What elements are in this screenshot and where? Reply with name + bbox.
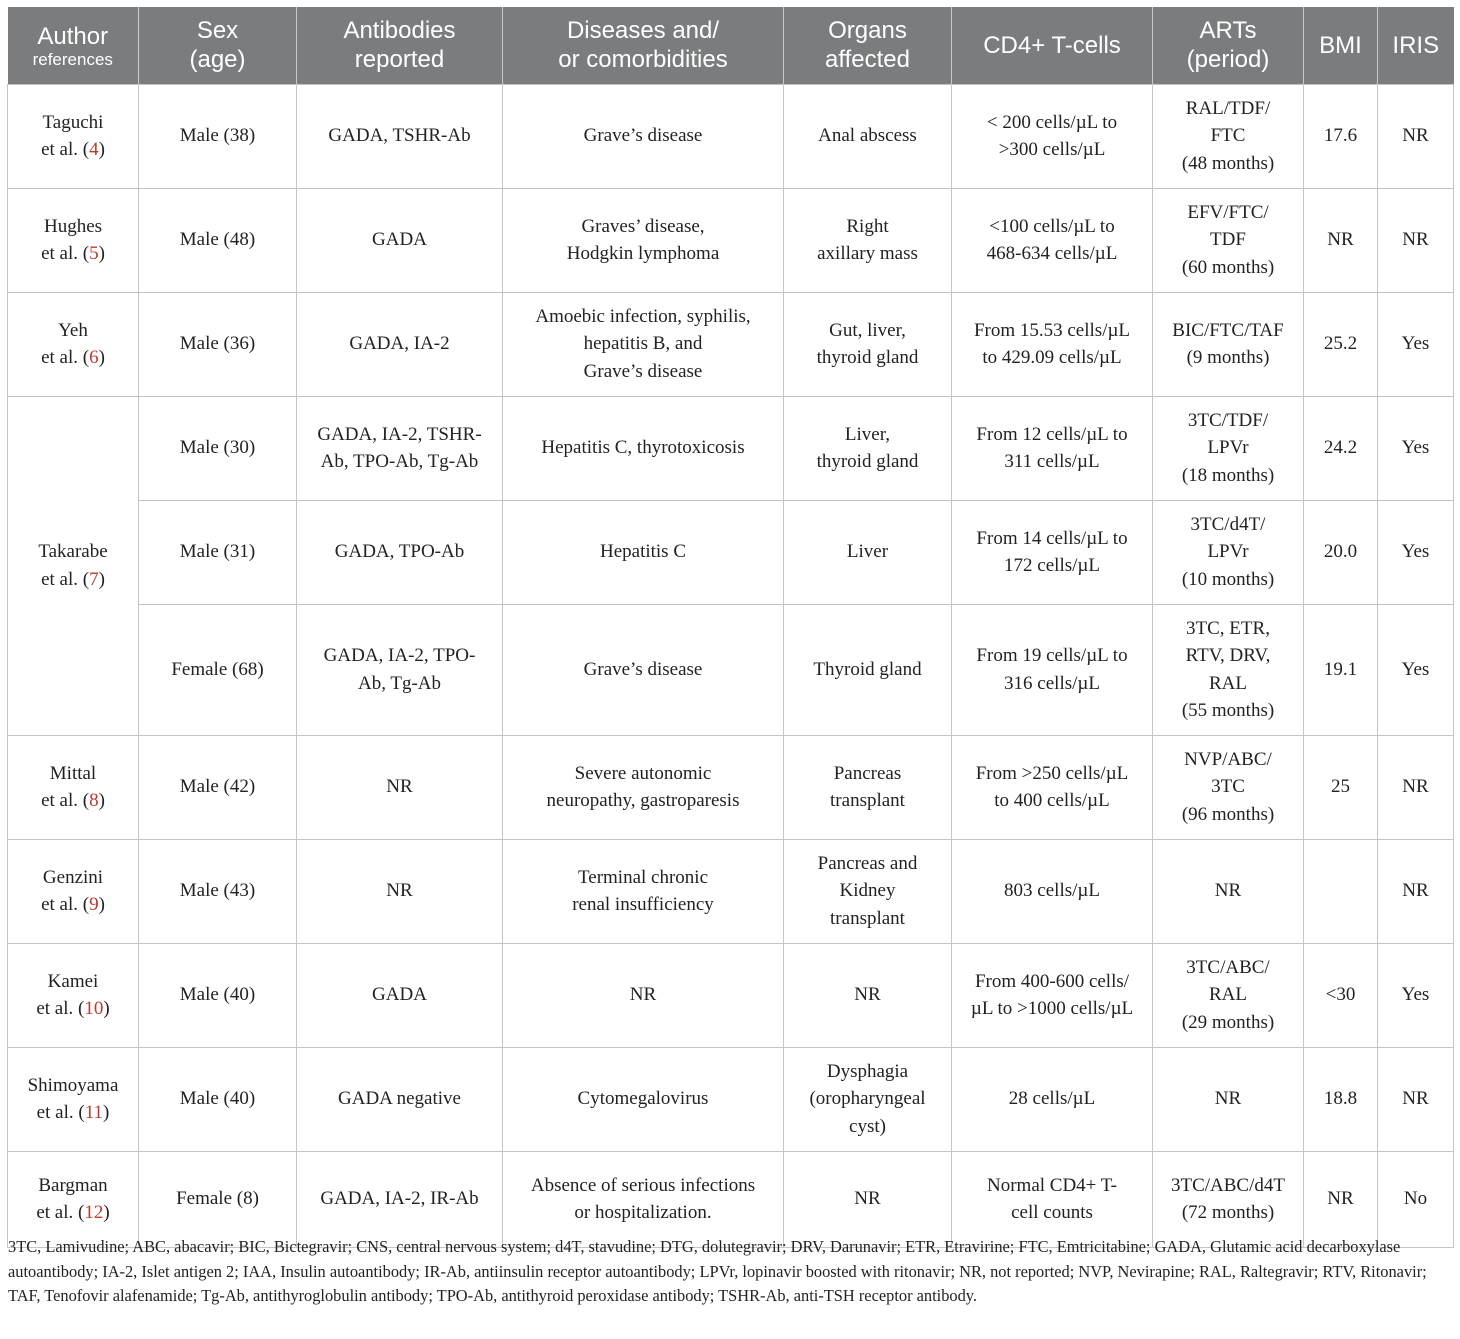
cell-text: Grave’s disease — [583, 360, 703, 382]
cell-text: transplant — [830, 907, 905, 929]
cell-text: From 15.53 cells/µL — [973, 319, 1131, 341]
cell-text: 803 cells/µL — [1004, 880, 1100, 902]
iris-cell: Yes — [1378, 943, 1454, 1047]
cell-text: thyroid gland — [816, 347, 919, 368]
cell-text: to 400 cells/µL — [994, 790, 1110, 811]
cell-text: Male (42) — [179, 776, 256, 798]
cell-text: Male (48) — [179, 229, 256, 251]
author-cell — [8, 188, 139, 292]
author-cell — [8, 1047, 139, 1151]
cd4-cell — [952, 943, 1153, 1047]
antibodies-cell — [297, 1151, 503, 1247]
cell-text: NR — [629, 984, 657, 1006]
author-citation — [14, 136, 132, 164]
column-header-label: IRIS — [1392, 31, 1440, 59]
arts-cell — [1153, 943, 1304, 1047]
cell-text: Hepatitis C, thyrotoxicosis — [541, 437, 745, 459]
column-header-sublabel: references — [32, 49, 113, 69]
antibodies-cell — [297, 292, 503, 396]
cell-text: Right — [846, 215, 889, 237]
column-header-cd4 — [952, 7, 1153, 84]
author-cell — [8, 396, 139, 735]
cell-text: Male (36) — [179, 333, 256, 355]
arts-cell — [1153, 1047, 1304, 1151]
reference-link[interactable]: 4 — [89, 139, 99, 160]
sex-age-cell — [139, 188, 297, 292]
iris-cell: NR — [1378, 84, 1454, 188]
author-cell — [8, 839, 139, 943]
bmi-cell: 18.8 — [1304, 1047, 1378, 1151]
cell-text: 28 cells/µL — [1008, 1088, 1096, 1110]
reference-link[interactable]: 10 — [84, 998, 104, 1019]
closing-paren: ) — [98, 139, 105, 160]
reference-link[interactable]: 8 — [89, 790, 99, 811]
cell-text: Pancreas and — [817, 852, 918, 874]
column-header-antibodies — [297, 7, 503, 84]
cell-text: LPVr — [1207, 437, 1249, 459]
closing-paren: ) — [103, 998, 110, 1019]
cell-text: to 429.09 cells/µL — [982, 347, 1122, 368]
bmi-cell: 24.2 — [1304, 396, 1378, 500]
cell-text: GADA, TSHR-Ab — [328, 125, 471, 147]
diseases-cell — [503, 500, 784, 604]
diseases-cell — [503, 735, 784, 839]
cell-text: 468-634 cells/µL — [986, 243, 1118, 264]
sex-age-cell — [139, 292, 297, 396]
cd4-cell — [952, 188, 1153, 292]
sex-age-cell — [139, 1151, 297, 1247]
antibodies-cell — [297, 943, 503, 1047]
author-name: Genzini — [42, 866, 104, 888]
et-al-text: et al. ( — [41, 243, 90, 264]
antibodies-cell — [297, 188, 503, 292]
organs-cell — [784, 604, 952, 735]
sex-age-cell — [139, 84, 297, 188]
cell-text: FTC — [1210, 125, 1246, 147]
antibodies-cell — [297, 735, 503, 839]
column-header-label: CD4+ T-cells — [983, 31, 1121, 59]
table-footnote: 3TC, Lamivudine; ABC, abacavir; BIC, Bictegravir; CNS, central nervous system; d4T, stavudine; DTG, dolutegravir; DRV, Darunavir; ETR, Etravirine; FTC, Emtricitabine; GADA, Glutamic acid decarboxylase autoantibody; IA-2, Islet antigen 2; IAA, Insulin autoantibody; IR-Ab, antiinsulin receptor autoantibody; LPVr, lopinavir boosted with ritonavir; NR, not reported; NVP, Nevirapine; RAL, Raltegravir; RTV, Ritonavir; TAF, Tenofovir alafenamide; Tg-Ab, antithyroglobulin antibody; TPO-Ab, antithyroid peroxidase antibody; TSHR-Ab, anti-TSH receptor antibody. — [8, 1237, 1427, 1305]
diseases-cell — [503, 1047, 784, 1151]
et-al-text: et al. ( — [41, 790, 90, 811]
cell-text: From 12 cells/µL to — [976, 423, 1128, 445]
column-header-label: (period) — [1186, 46, 1270, 74]
author-name: Taguchi — [42, 111, 104, 133]
cd4-cell — [952, 396, 1153, 500]
sex-age-cell — [139, 943, 297, 1047]
cell-text: cyst) — [849, 1115, 886, 1137]
closing-paren: ) — [98, 894, 105, 915]
cell-text: 172 cells/µL — [1004, 555, 1100, 576]
antibodies-cell — [297, 839, 503, 943]
author-citation — [14, 891, 132, 919]
table-row — [8, 943, 1454, 1047]
cell-text: BIC/FTC/TAF — [1172, 319, 1284, 341]
column-header-author — [8, 7, 139, 84]
cell-text: LPVr — [1207, 541, 1249, 563]
organs-cell — [784, 396, 952, 500]
antibodies-cell — [297, 500, 503, 604]
antibodies-cell — [297, 84, 503, 188]
cd4-cell — [952, 1151, 1153, 1247]
header-row — [8, 7, 1454, 84]
bmi-cell: 25 — [1304, 735, 1378, 839]
author-citation — [14, 787, 132, 815]
author-name: Yeh — [58, 319, 88, 341]
cell-text: GADA, IA-2 — [349, 333, 450, 355]
table-row — [8, 500, 1454, 604]
cell-text: (10 months) — [1181, 568, 1275, 590]
iris-cell: NR — [1378, 1047, 1454, 1151]
cell-text: GADA — [372, 229, 427, 251]
cell-text: EFV/FTC/ — [1187, 201, 1269, 223]
cd4-cell — [952, 1047, 1153, 1151]
table-row — [8, 1047, 1454, 1151]
cell-text: Kidney — [839, 880, 896, 902]
reference-link[interactable]: 9 — [89, 894, 99, 915]
author-name: Takarabe — [38, 541, 108, 562]
cell-text: Liver — [846, 541, 889, 563]
cell-text: Anal abscess — [818, 125, 917, 147]
cell-text: TDF — [1210, 229, 1246, 251]
reference-link[interactable]: 6 — [89, 347, 99, 368]
cell-text: Thyroid gland — [813, 658, 922, 680]
cell-text: Hepatitis C — [599, 541, 687, 563]
cell-text: Male (43) — [179, 880, 256, 902]
antibodies-cell — [297, 604, 503, 735]
cell-text: Cytomegalovirus — [577, 1088, 709, 1110]
cd4-cell — [952, 735, 1153, 839]
et-al-text: et al. ( — [41, 568, 90, 590]
author-cell — [8, 1151, 139, 1247]
organs-cell — [784, 84, 952, 188]
reference-link[interactable]: 5 — [89, 243, 99, 264]
arts-cell — [1153, 1151, 1304, 1247]
sex-age-cell — [139, 839, 297, 943]
arts-cell — [1153, 396, 1304, 500]
cell-text: Dysphagia — [826, 1060, 909, 1082]
cd4-cell — [952, 500, 1153, 604]
cell-text: 3TC/ABC/d4T — [1170, 1174, 1285, 1196]
author-name: Hughes — [43, 215, 103, 237]
author-citation — [14, 240, 132, 268]
cell-text: Hodgkin lymphoma — [566, 243, 720, 264]
column-header-diseases — [503, 7, 784, 84]
cell-text: thyroid gland — [816, 451, 919, 472]
diseases-cell — [503, 839, 784, 943]
cell-text: 3TC, ETR, — [1186, 617, 1270, 639]
cell-text: or hospitalization. — [574, 1202, 712, 1223]
cell-text: (96 months) — [1181, 803, 1275, 825]
cell-text: Terminal chronic — [577, 866, 709, 888]
et-al-text: et al. ( — [41, 347, 90, 368]
author-citation — [14, 1199, 132, 1227]
antibodies-cell — [297, 1047, 503, 1151]
cell-text: Grave’s disease — [583, 125, 703, 147]
bmi-cell — [1304, 839, 1378, 943]
diseases-cell — [503, 292, 784, 396]
closing-paren: ) — [103, 1202, 110, 1223]
table-body — [8, 84, 1454, 1247]
column-header-label: ARTs — [1199, 17, 1257, 45]
arts-cell — [1153, 84, 1304, 188]
cell-text: cell counts — [1011, 1202, 1093, 1223]
cell-text: GADA negative — [338, 1088, 461, 1110]
diseases-cell — [503, 396, 784, 500]
cell-text: Pancreas — [833, 762, 902, 784]
column-header-label: Organs — [828, 17, 907, 45]
author-cell — [8, 735, 139, 839]
iris-cell: Yes — [1378, 292, 1454, 396]
sex-age-cell — [139, 396, 297, 500]
bmi-cell: 19.1 — [1304, 604, 1378, 735]
cell-text: NR — [386, 880, 413, 902]
et-al-text: et al. ( — [41, 139, 90, 160]
cell-text: >300 cells/µL — [998, 139, 1106, 160]
cell-text: Male (40) — [179, 1088, 256, 1110]
cell-text: RTV, DRV, — [1185, 645, 1271, 666]
closing-paren: ) — [98, 347, 105, 368]
table-row — [8, 1151, 1454, 1247]
organs-cell — [784, 292, 952, 396]
arts-cell — [1153, 292, 1304, 396]
organs-cell — [784, 1151, 952, 1247]
cell-text: 311 cells/µL — [1004, 451, 1100, 472]
table-row — [8, 84, 1454, 188]
table-row — [8, 735, 1454, 839]
iris-cell: Yes — [1378, 604, 1454, 735]
closing-paren: ) — [98, 243, 105, 264]
arts-cell — [1153, 188, 1304, 292]
cell-text: Liver, — [844, 423, 891, 445]
author-cell — [8, 84, 139, 188]
table-row — [8, 839, 1454, 943]
bmi-cell: <30 — [1304, 943, 1378, 1047]
cell-text: (oropharyngeal — [809, 1088, 926, 1110]
author-name: Bargman — [38, 1174, 108, 1196]
cell-text: RAL/TDF/ — [1185, 97, 1271, 119]
cell-text: (18 months) — [1181, 464, 1275, 486]
cell-text: From 14 cells/µL to — [976, 527, 1128, 549]
cell-text: Absence of serious infections — [530, 1174, 756, 1196]
cell-text: neuropathy, gastroparesis — [546, 790, 740, 811]
author-cell — [8, 292, 139, 396]
sex-age-cell — [139, 735, 297, 839]
table-row — [8, 188, 1454, 292]
sex-age-cell — [139, 604, 297, 735]
iris-cell: Yes — [1378, 500, 1454, 604]
diseases-cell — [503, 943, 784, 1047]
column-header-label: Author — [37, 22, 109, 50]
bmi-cell: NR — [1304, 1151, 1378, 1247]
author-citation — [14, 344, 132, 372]
cell-text: Male (40) — [179, 984, 256, 1006]
cell-text: GADA, TPO-Ab — [334, 541, 465, 563]
iris-cell: Yes — [1378, 396, 1454, 500]
iris-cell: No — [1378, 1151, 1454, 1247]
organs-cell — [784, 500, 952, 604]
cd4-cell — [952, 839, 1153, 943]
column-header-label: (age) — [189, 46, 246, 74]
cd4-cell — [952, 604, 1153, 735]
column-header-arts — [1153, 7, 1304, 84]
et-al-text: et al. ( — [41, 894, 90, 915]
et-al-text: et al. ( — [36, 998, 85, 1019]
column-header-organs — [784, 7, 952, 84]
organs-cell — [784, 1047, 952, 1151]
column-header-label: Antibodies — [343, 17, 456, 45]
cell-text: Ab, Tg-Ab — [357, 672, 442, 694]
cell-text: NR — [854, 984, 881, 1006]
cell-text: < 200 cells/µL to — [986, 111, 1118, 133]
cell-text: RAL — [1209, 984, 1247, 1006]
sex-age-cell — [139, 1047, 297, 1151]
cell-text: hepatitis B, and — [583, 333, 703, 355]
cell-text: NR — [1214, 1088, 1242, 1110]
cell-text: RAL — [1209, 672, 1247, 694]
cell-text: From 19 cells/µL to — [976, 645, 1128, 666]
diseases-cell — [503, 84, 784, 188]
reference-link[interactable]: 7 — [89, 568, 99, 590]
cell-text: Grave’s disease — [583, 658, 703, 680]
case-reports-table — [7, 7, 1454, 1248]
et-al-text: et al. ( — [36, 1102, 85, 1123]
cell-text: NR — [854, 1188, 881, 1210]
cell-text: From >250 cells/µL — [975, 762, 1129, 784]
cell-text: (29 months) — [1181, 1011, 1275, 1033]
table-row — [8, 604, 1454, 735]
cell-text: GADA, IA-2, IR-Ab — [320, 1188, 479, 1210]
arts-cell — [1153, 500, 1304, 604]
cell-text: Male (38) — [179, 125, 256, 147]
cd4-cell — [952, 292, 1153, 396]
column-header-label: affected — [825, 46, 910, 74]
column-header-label: Sex — [196, 17, 239, 45]
closing-paren: ) — [98, 790, 105, 811]
cell-text: µL to >1000 cells/µL — [970, 998, 1134, 1019]
organs-cell — [784, 839, 952, 943]
cell-text: (9 months) — [1186, 347, 1270, 368]
cell-text: (60 months) — [1181, 256, 1275, 278]
cell-text: 3TC/TDF/ — [1187, 409, 1269, 431]
cell-text: NR — [1214, 880, 1242, 902]
organs-cell — [784, 735, 952, 839]
cell-text: Male (30) — [179, 437, 256, 459]
cell-text: Female (8) — [176, 1188, 259, 1210]
author-cell — [8, 943, 139, 1047]
cell-text: <100 cells/µL to — [989, 215, 1115, 237]
author-citation — [14, 1099, 132, 1127]
cell-text: transplant — [830, 790, 905, 811]
iris-cell: NR — [1378, 188, 1454, 292]
bmi-cell: 20.0 — [1304, 500, 1378, 604]
cell-text: Normal CD4+ T- — [987, 1174, 1117, 1196]
cell-text: (48 months) — [1181, 152, 1275, 174]
column-header-sex — [139, 7, 297, 84]
organs-cell — [784, 188, 952, 292]
author-name: Shimoyama — [27, 1074, 119, 1096]
cell-text: Amoebic infection, syphilis, — [535, 305, 751, 327]
column-header-iris — [1378, 7, 1454, 84]
cell-text: Female (68) — [171, 658, 264, 680]
author-citation — [14, 566, 132, 594]
cd4-cell — [952, 84, 1153, 188]
cell-text: Ab, TPO-Ab, Tg-Ab — [320, 451, 479, 472]
cell-text: NR — [386, 776, 413, 798]
arts-cell — [1153, 604, 1304, 735]
column-header-label: or comorbidities — [558, 46, 728, 74]
sex-age-cell — [139, 500, 297, 604]
cell-text: Male (31) — [179, 541, 256, 563]
author-citation — [14, 995, 132, 1023]
cell-text: 3TC/ABC/ — [1186, 956, 1270, 978]
bmi-cell: 25.2 — [1304, 292, 1378, 396]
cell-text: renal insufficiency — [572, 894, 714, 915]
author-name: Kamei — [47, 970, 99, 992]
organs-cell — [784, 943, 952, 1047]
table-container — [7, 7, 1453, 1248]
column-header-label: reported — [354, 46, 445, 74]
cell-text: (55 months) — [1181, 700, 1275, 721]
column-header-bmi — [1304, 7, 1378, 84]
cell-text: Severe autonomic — [574, 762, 712, 784]
bmi-cell: 17.6 — [1304, 84, 1378, 188]
author-name: Mittal — [49, 762, 97, 784]
column-header-label: Diseases and/ — [566, 17, 720, 45]
cell-text: From 400-600 cells/ — [974, 970, 1130, 992]
cell-text: GADA — [372, 984, 427, 1006]
cell-text: 3TC — [1211, 776, 1245, 798]
closing-paren: ) — [102, 1102, 110, 1123]
cell-text: axillary mass — [817, 243, 918, 264]
bmi-cell: NR — [1304, 188, 1378, 292]
arts-cell — [1153, 735, 1304, 839]
reference-link[interactable]: 12 — [84, 1202, 104, 1223]
diseases-cell — [503, 188, 784, 292]
cell-text: GADA, IA-2, TSHR- — [317, 423, 482, 445]
iris-cell: NR — [1378, 839, 1454, 943]
cell-text: NVP/ABC/ — [1184, 748, 1272, 770]
et-al-text: et al. ( — [36, 1202, 85, 1223]
diseases-cell — [503, 1151, 784, 1247]
cell-text: 3TC/d4T/ — [1190, 513, 1266, 535]
table-row — [8, 396, 1454, 500]
antibodies-cell — [297, 396, 503, 500]
cell-text: 316 cells/µL — [1004, 672, 1100, 694]
cell-text: GADA, IA-2, TPO- — [323, 645, 476, 666]
reference-link[interactable]: 11 — [84, 1102, 103, 1123]
cell-text: (72 months) — [1181, 1202, 1275, 1223]
closing-paren: ) — [98, 568, 105, 590]
table-row — [8, 292, 1454, 396]
cell-text: Gut, liver, — [829, 319, 906, 341]
column-header-label: BMI — [1319, 31, 1362, 59]
iris-cell: NR — [1378, 735, 1454, 839]
diseases-cell — [503, 604, 784, 735]
cell-text: Graves’ disease, — [581, 215, 705, 237]
arts-cell — [1153, 839, 1304, 943]
